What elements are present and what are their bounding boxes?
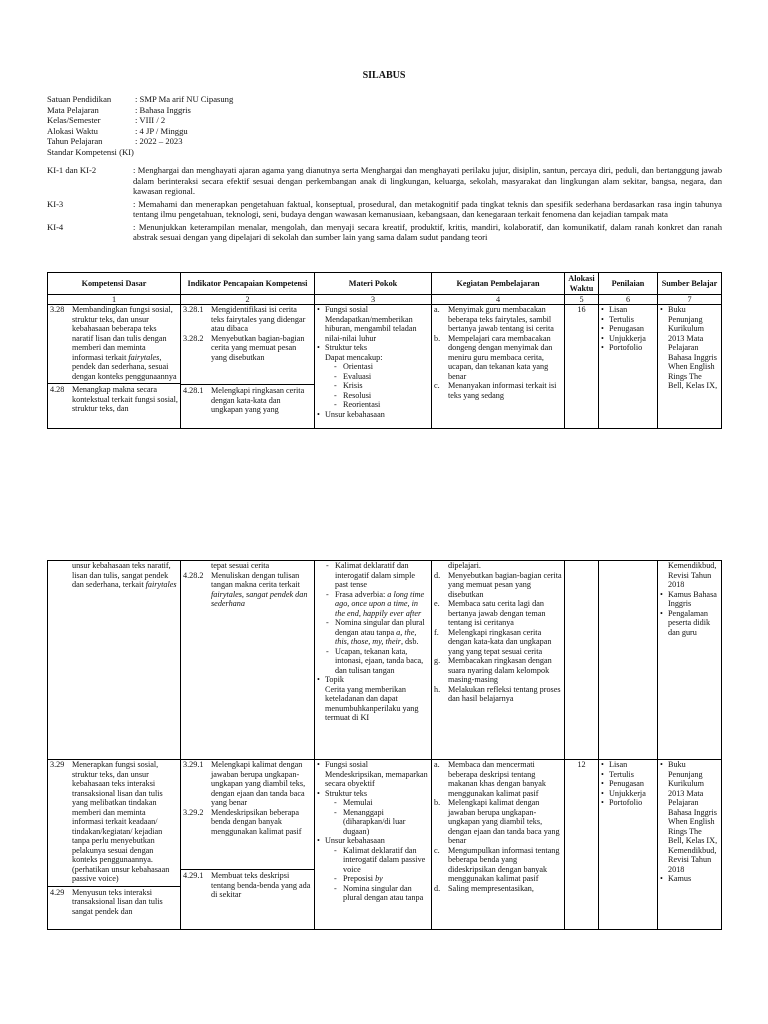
materi-item: • Fungsi sosial Mendeskripsikan, memaparkan secara obyektif [317, 760, 429, 789]
school-info [47, 94, 233, 158]
kegiatan-cell [432, 305, 565, 429]
indikator-cell [181, 760, 315, 930]
column-number: 6 [599, 295, 658, 305]
indicator-item: 3.28.1 Mengidentifikasi isi cerita teks fairytales yang didengar atau dibaca [183, 305, 306, 333]
header-indikator: Indikator Pencapaian Kompetensi [181, 273, 315, 295]
materi-item: • Struktur teks Dapat mencakup: - Orientasi - Evaluasi - Krisis - Resolusi - Reorientasi [317, 343, 429, 410]
materi-item: • Unsur kebahasaan - Kalimat deklaratif dan interogatif dalam passive voice - Preposisi by - Nomina singular dan plural dengan atau tanpa [317, 836, 429, 903]
kegiatan-item: f. Melengkapi ringkasan cerita dengan kata-kata dan ungkapan yang yang tepat sesuai cerita [434, 627, 552, 656]
indicator-item: 4.28.2 Menuliskan dengan tulisan tangan makna cerita terkait fairytales, sangat pendek dan sederhana [183, 570, 308, 608]
alokasi-cell: 16 [565, 305, 599, 429]
info-row: Satuan Pendidikan : SMP Ma arif NU Cipasung [47, 94, 234, 104]
kegiatan-item: c. Menanyakan informasi terkait isi teks yang sedang [434, 381, 557, 400]
materi-list [317, 305, 429, 419]
info-row: Mata Pelajaran : Bahasa Inggris [47, 104, 191, 115]
kegiatan-item: e. Membaca satu cerita lagi dan bertanya jawab dengan teman tentang isi ceritanya [434, 599, 546, 627]
kegiatan-item: h. Melakukan refleksi tentang proses dan hasil belajarnya [434, 684, 561, 703]
kegiatan-item: g. Membacakan ringkasan dengan suara nyaring dalam kelompok masing-masing [434, 656, 552, 684]
sumber-cell [658, 760, 722, 930]
penilaian-cell [599, 305, 658, 429]
kegiatan-cell [432, 760, 565, 930]
ki-row: KI-4 : Menunjukkan keterampilan menalar, mengolah, dan menyaji secara kreatif, produktif, kritis, mandiri, kolaboratif, dan komunikatif, dalam ranah konkret dan ranah abstrak sesuai dengan yang dipelajari di sekolah dan sumber lain yang sama dalam sudut pandang teori [47, 221, 722, 242]
materi-item: • Struktur teks - Memulai - Menanggapi (diharapkan/di luar dugaan) [317, 789, 429, 837]
document-title: SILABUS [362, 70, 406, 81]
alokasi-cell [565, 561, 599, 760]
kegiatan-cell: dipelajari. d. Menyebutkan bagian-bagian cerita yang memuat pesan yang disebutkan e. Membaca satu cerita lagi dan bertanya jawab dengan teman tentang isi ceritanya f. Melengkapi ringkasan cerita dengan kata-kata dan ungkapan yang yang tepat sesuai cerita g. Membacakan ringkasan dengan suara nyaring dalam kelompok masing-masing h. Melakukan refleksi tentang proses dan hasil belajarnya [432, 561, 565, 760]
syllabus-table-1 [47, 272, 722, 429]
header-alokasi: Alokasi Waktu [565, 273, 599, 295]
materi-cell [315, 760, 432, 930]
kd-item: 4.29 Menyusun teks interaksi transaksional lisan dan tulis sangat pendek dan [48, 886, 180, 917]
indicator-item: 4.29.1 Membuat teks deskripsi tentang benda-benda yang ada di sekitar [181, 869, 314, 900]
sumber-cell: Kemendikbud, Revisi Tahun 2018 • Kamus Bahasa Inggris • Pengalaman peserta didik dan guru [658, 561, 722, 760]
info-row: Tahun Pelajaran : 2022 – 2023 [47, 136, 183, 147]
materi-cell [315, 561, 432, 760]
info-row: Alokasi Waktu : 4 JP / Minggu [47, 125, 188, 136]
sumber-list: • Buku Penunjang Kurikulum 2013 Mata Pelajaran Bahasa Inggris When English Rings The Bell, Kelas IX, Kemendikbud, Revisi Tahun 2018 • Kamus [660, 760, 719, 884]
column-number: 4 [432, 295, 565, 305]
penilaian-cell [599, 760, 658, 930]
info-row: Kelas/Semester : VIII / 2 [47, 115, 166, 126]
materi-list [317, 675, 429, 723]
struktur-list: - Orientasi - Evaluasi - Krisis - Resolusi - Reorientasi [325, 362, 429, 410]
kegiatan-item: a. Menyimak guru membacakan beberapa teks fairytales, sambil bertanya jawab tentang isi cerita [434, 305, 554, 333]
indicator-item: 3.28.2 Menyebutkan bagian-bagian cerita yang memuat pesan yang disebutkan [183, 333, 305, 362]
indicator-item: 3.29.1 Melengkapi kalimat dengan jawaban berupa ungkapan-ungkapan yang diambil teks, dengan ejaan dan tanda baca yang benar [183, 760, 306, 807]
column-number: 1 [48, 295, 181, 305]
kegiatan-item: b. Mempelajari cara membacakan dongeng dengan menyimak dan meniru guru membaca cerita, ucapan, dan tekanan kata yang benar [434, 333, 553, 381]
kompetensi-dasar-cell: unsur kebahasaan teks naratif, lisan dan tulis, sangat pendek dan sederhana, terkait fairytales [48, 561, 181, 760]
materi-item: • Fungsi sosial Mendapatkan/memberikan hiburan, mengambil teladan nilai-nilai luhur [317, 305, 429, 343]
kd-item: 4.28 Menangkap makna secara kontekstual terkait fungsi sosial, struktur teks, dan [48, 383, 180, 414]
kd-item: 3.29 Menerapkan fungsi sosial, struktur teks, dan unsur kebahasaan teks interaksi transaksional lisan dan tulis yang melibatkan tindakan memberi dan meminta informasi terkait keadaan/ tindakan/kegiatan/ kejadian tanpa perlu menyebutkan pelakunya sesuai dengan konteks penggunaannya. (perhatikan unsur kebahasaan passive voice) [50, 760, 170, 883]
indikator-cell [181, 305, 315, 429]
indicator-item: 3.29.2 Mendeskripsikan beberapa benda dengan banyak menggunakan kalimat pasif [183, 807, 302, 836]
kegiatan-item: d. Menyebutkan bagian-bagian cerita yang memuat pesan yang disebutkan [434, 570, 562, 599]
indikator-cell: tepat sesuai cerita 4.28.2 Menuliskan dengan tulisan tangan makna cerita terkait fairytales, sangat pendek dan sederhana [181, 561, 315, 760]
materi-list [317, 760, 429, 903]
kompetensi-dasar-cell [48, 760, 181, 930]
materi-item: • Topik Cerita yang memberikan keteladanan dan dapat menumbuhkanperilaku yang termuat di KI [317, 675, 429, 723]
indicator-item: 4.28.1 Melengkapi ringkasan cerita dengan kata-kata dan ungkapan yang yang [181, 384, 314, 415]
kd-item: 3.28 Membandingkan fungsi sosial, struktur teks, dan unsur kebahasaan beberapa teks naratif lisan dan tulis dengan memberi dan meminta informasi terkait fairytales, pendek dan sederhana, sesuai dengan konteks penggunaannya [50, 305, 177, 381]
column-number: 7 [658, 295, 722, 305]
sumber-list: • Buku Penunjang Kurikulum 2013 Mata Pelajaran Bahasa Inggris When English Rings The Bell, Kelas IX, [660, 305, 719, 391]
ki-section [47, 165, 722, 245]
ki-row: KI-3 : Memahami dan menerapkan pengetahuan faktual, konseptual, prosedural, dan metakognitif pada tingkat teknis dan spesifik sederhana berdasarkan rasa ingin tahunya tentang ilmu pengetahuan, teknologi, seni, budaya dengan wawasan kemanusiaan, kebangsaan, dan kenegaraan terkait fenomena dan kejadian tampak mata [47, 198, 722, 219]
struktur-list: - Memulai - Menanggapi (diharapkan/di luar dugaan) [325, 798, 429, 836]
penilaian-list: • Lisan • Tertulis • Penugasan • Unjukkerja • Portofolio [601, 760, 655, 808]
syllabus-table-2 [47, 560, 722, 930]
unsur-list: - Kalimat deklaratif dan interogatif dalam simple past tense - Frasa adverbia: a long time ago, once upon a time, in the end, happily ever after - Nomina singular dan plural dengan atau tanpa a, the, this, those, my, their, dsb. - Ucapan, tekanan kata, intonasi, ejaan, tanda baca, dan tulisan tangan [317, 561, 429, 675]
ki-row: KI-1 dan KI-2 : Menghargai dan menghayati ajaran agama yang dianutnya serta Menghargai dan menghayati perilaku jujur, disiplin, santun, percaya diri, peduli, dan bertanggung jawab dalam berinteraksi secara efektif sesuai dengan perkembangan anak di lingkungan, keluarga, sekolah, masyarakat dan lingkungan alam sekitar, bangsa, negara, dan kawasan regional. [47, 165, 722, 196]
column-number: 3 [315, 295, 432, 305]
kegiatan-item: c. Mengumpulkan informasi tentang beberapa benda yang dideskripsikan dengan banyak menggunakan kalimat pasif [434, 845, 560, 883]
column-number: 2 [181, 295, 315, 305]
standar-label: Standar Kompetensi (KI) [47, 146, 134, 157]
penilaian-list: • Lisan • Tertulis • Penugasan • Unjukkerja • Portofolio [601, 305, 655, 353]
header-sumber: Sumber Belajar [658, 273, 722, 295]
header-penilaian: Penilaian [599, 273, 658, 295]
header-materi-pokok: Materi Pokok [315, 273, 432, 295]
unsur-list: - Kalimat deklaratif dan interogatif dalam passive voice - Preposisi by - Nomina singular dan plural dengan atau tanpa [325, 846, 429, 903]
sumber-cell [658, 305, 722, 429]
kegiatan-item: a. Membaca dan mencermati beberapa deskripsi tentang makanan khas dengan banyak menggunakan kalimat pasif [434, 760, 546, 798]
header-kompetensi-dasar: Kompetensi Dasar [48, 273, 181, 295]
kegiatan-item: d. Saling mempresentasikan, [434, 883, 534, 893]
materi-item: • Unsur kebahasaan [317, 410, 429, 420]
kompetensi-dasar-cell [48, 305, 181, 429]
materi-cell [315, 305, 432, 429]
penilaian-cell [599, 561, 658, 760]
column-number: 5 [565, 295, 599, 305]
alokasi-cell: 12 [565, 760, 599, 930]
kegiatan-item: b. Melengkapi kalimat dengan jawaban berupa ungkapan-ungkapan yang diambil teks, dengan ejaan dan tanda baca yang benar [434, 798, 560, 845]
header-kegiatan: Kegiatan Pembelajaran [432, 273, 565, 295]
sumber-list: • Kamus Bahasa Inggris • Pengalaman peserta didik dan guru [660, 590, 719, 638]
